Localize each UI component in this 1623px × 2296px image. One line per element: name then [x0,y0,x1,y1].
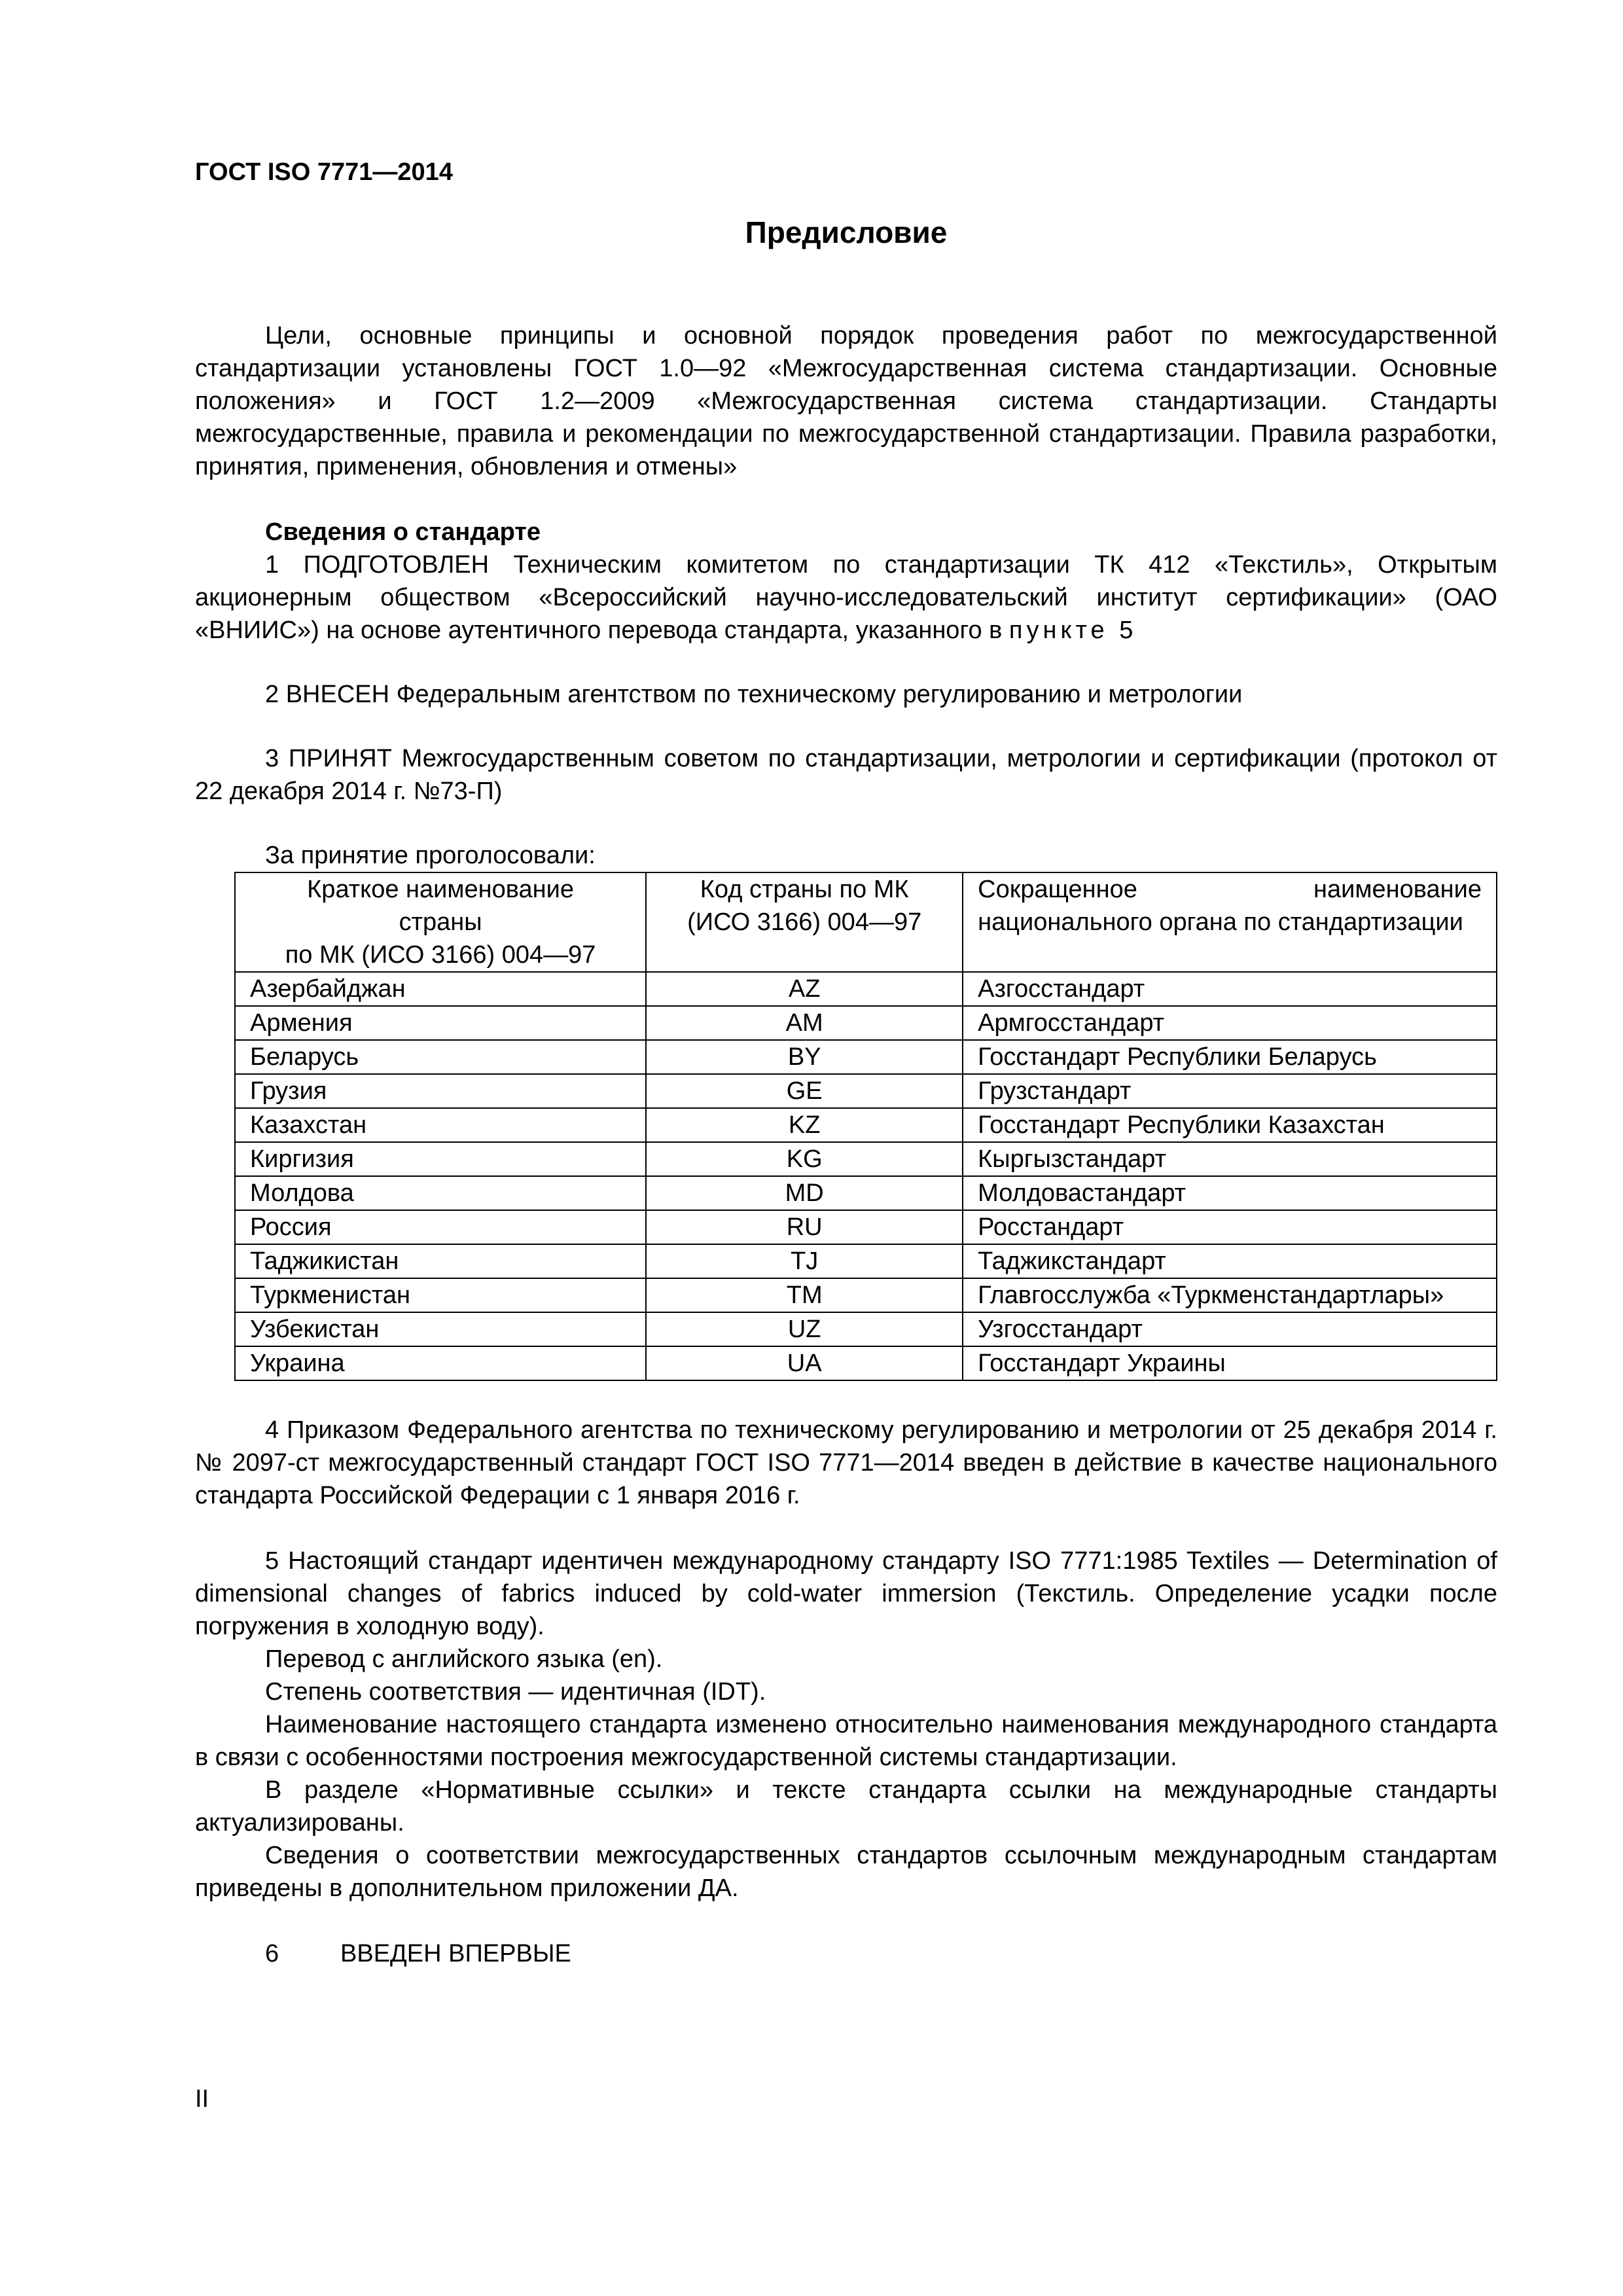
column-header-code: Код страны по МК (ИСО 3166) 004—97 [646,872,963,972]
table-row [235,1210,1497,1244]
item-3-paragraph: 3 ПРИНЯТ Межгосударственным советом по стандартизации, метрологии и сертификации (протокол от 22 декабря 2014 г. №73-П) [195,745,1497,805]
cell-body: Азгосстандарт [963,972,1497,1006]
cell-body: Кыргызстандарт [963,1142,1497,1176]
cell-country: Туркменистан [235,1278,646,1312]
intro-paragraph: Цели, основные принципы и основной порядок проведения работ по межгосударственной стандартизации установлены ГОСТ 1.0—92 «Межгосударственная система стандартизации. Основные положения» и ГОСТ 1.2—2009 «Межгосударственная система стандартизации. Стандарты межгосударственные, правила и рекомендации по межгосударственной стандартизации. Правила разработки, принятия, применения, обновления и отмены» [195,322,1497,480]
table-row [235,1278,1497,1312]
item-5-correspondence: Сведения о соответствии межгосударственных стандартов ссылочным международным стандартам приведены в дополнительном приложении ДА. [195,1842,1497,1902]
item-5-references: В разделе «Нормативные ссылки» и тексте стандарта ссылки на международные стандарты актуализированы. [195,1776,1497,1837]
cell-body: Госстандарт Украины [963,1346,1497,1380]
cell-code: UA [646,1346,963,1380]
table-row [235,1312,1497,1346]
table-row [235,1006,1497,1040]
item-6-text: ВВЕДЕН ВПЕРВЫЕ [340,1940,571,1967]
table-row [235,1346,1497,1380]
item-5-translation: Перевод с английского языка (en). [265,1645,663,1673]
table-header-row [235,872,1497,972]
voted-label: За принятие проголосовали: [265,842,596,869]
cell-body: Узгосстандарт [963,1312,1497,1346]
cell-country: Беларусь [235,1040,646,1074]
item-5-paragraph: 5 Настоящий стандарт идентичен международному стандарту ISO 7771:1985 Textiles — Determination of dimensional changes of fabrics induced by cold-water immersion (Текстиль. Определение усадки после погружения в холодную воду). [195,1547,1497,1640]
cell-country: Азербайджан [235,972,646,1006]
column-header-body: Сокращенное наименование национального органа по стандартизации [963,872,1497,972]
cell-code: KZ [646,1108,963,1142]
table-row [235,1040,1497,1074]
cell-code: GE [646,1074,963,1108]
table-row [235,1108,1497,1142]
cell-country: Таджикистан [235,1244,646,1278]
cell-country: Россия [235,1210,646,1244]
item-1-reference: пункте 5 [1008,617,1137,644]
item-6-paragraph [195,1937,1497,1970]
cell-body: Росстандарт [963,1210,1497,1244]
item-1-text: 1 ПОДГОТОВЛЕН Техническим комитетом по стандартизации ТК 412 «Текстиль», Открытым акционерным обществом «Всероссийский научно-исследовательский институт сертификации» (ОАО «ВНИИС») на основе аутентичного перевода стандарта, указанного в [195,551,1497,644]
item-6-number: 6 [265,1940,279,1967]
item-5-degree: Степень соответствия — идентичная (IDT). [265,1678,766,1706]
cell-code: TJ [646,1244,963,1278]
cell-country: Армения [235,1006,646,1040]
item-2-paragraph: 2 ВНЕСЕН Федеральным агентством по техническому регулированию и метрологии [265,681,1243,708]
cell-body: Армгосстандарт [963,1006,1497,1040]
cell-body: Госстандарт Республики Казахстан [963,1108,1497,1142]
cell-code: KG [646,1142,963,1176]
cell-body: Молдовастандарт [963,1176,1497,1210]
table-row [235,972,1497,1006]
cell-country: Грузия [235,1074,646,1108]
cell-body: Госстандарт Республики Беларусь [963,1040,1497,1074]
page-number: II [195,2085,209,2113]
cell-country: Казахстан [235,1108,646,1142]
cell-code: AM [646,1006,963,1040]
table-body [235,972,1497,1380]
cell-body: Грузстандарт [963,1074,1497,1108]
document-body [195,319,1497,1970]
voting-countries-table [234,872,1497,1381]
standard-designation: ГОСТ ISO 7771—2014 [195,158,453,186]
table-row [235,1074,1497,1108]
page-title: Предисловие [745,215,948,249]
section-heading: Сведения о стандарте [265,518,541,546]
cell-code: AZ [646,972,963,1006]
item-5-name-change: Наименование настоящего стандарта изменено относительно наименования международного стандарта в связи с особенностями построения межгосударственной системы стандартизации. [195,1711,1497,1771]
cell-code: TM [646,1278,963,1312]
item-4-paragraph: 4 Приказом Федерального агентства по техническому регулированию и метрологии от 25 декабря 2014 г. № 2097-ст межгосударственный стандарт ГОСТ ISO 7771—2014 введен в действие в качестве национального стандарта Российской Федерации с 1 января 2016 г. [195,1416,1497,1509]
table-row [235,1142,1497,1176]
cell-code: MD [646,1176,963,1210]
table-row [235,1244,1497,1278]
cell-code: UZ [646,1312,963,1346]
cell-country: Узбекистан [235,1312,646,1346]
cell-country: Молдова [235,1176,646,1210]
cell-country: Украина [235,1346,646,1380]
cell-body: Таджикстандарт [963,1244,1497,1278]
cell-code: BY [646,1040,963,1074]
cell-body: Главгосслужба «Туркменстандартлары» [963,1278,1497,1312]
cell-code: RU [646,1210,963,1244]
cell-country: Киргизия [235,1142,646,1176]
item-1-paragraph [195,548,1497,647]
column-header-country: Краткое наименование страны по МК (ИСО 3166) 004—97 [235,872,646,972]
table-row [235,1176,1497,1210]
